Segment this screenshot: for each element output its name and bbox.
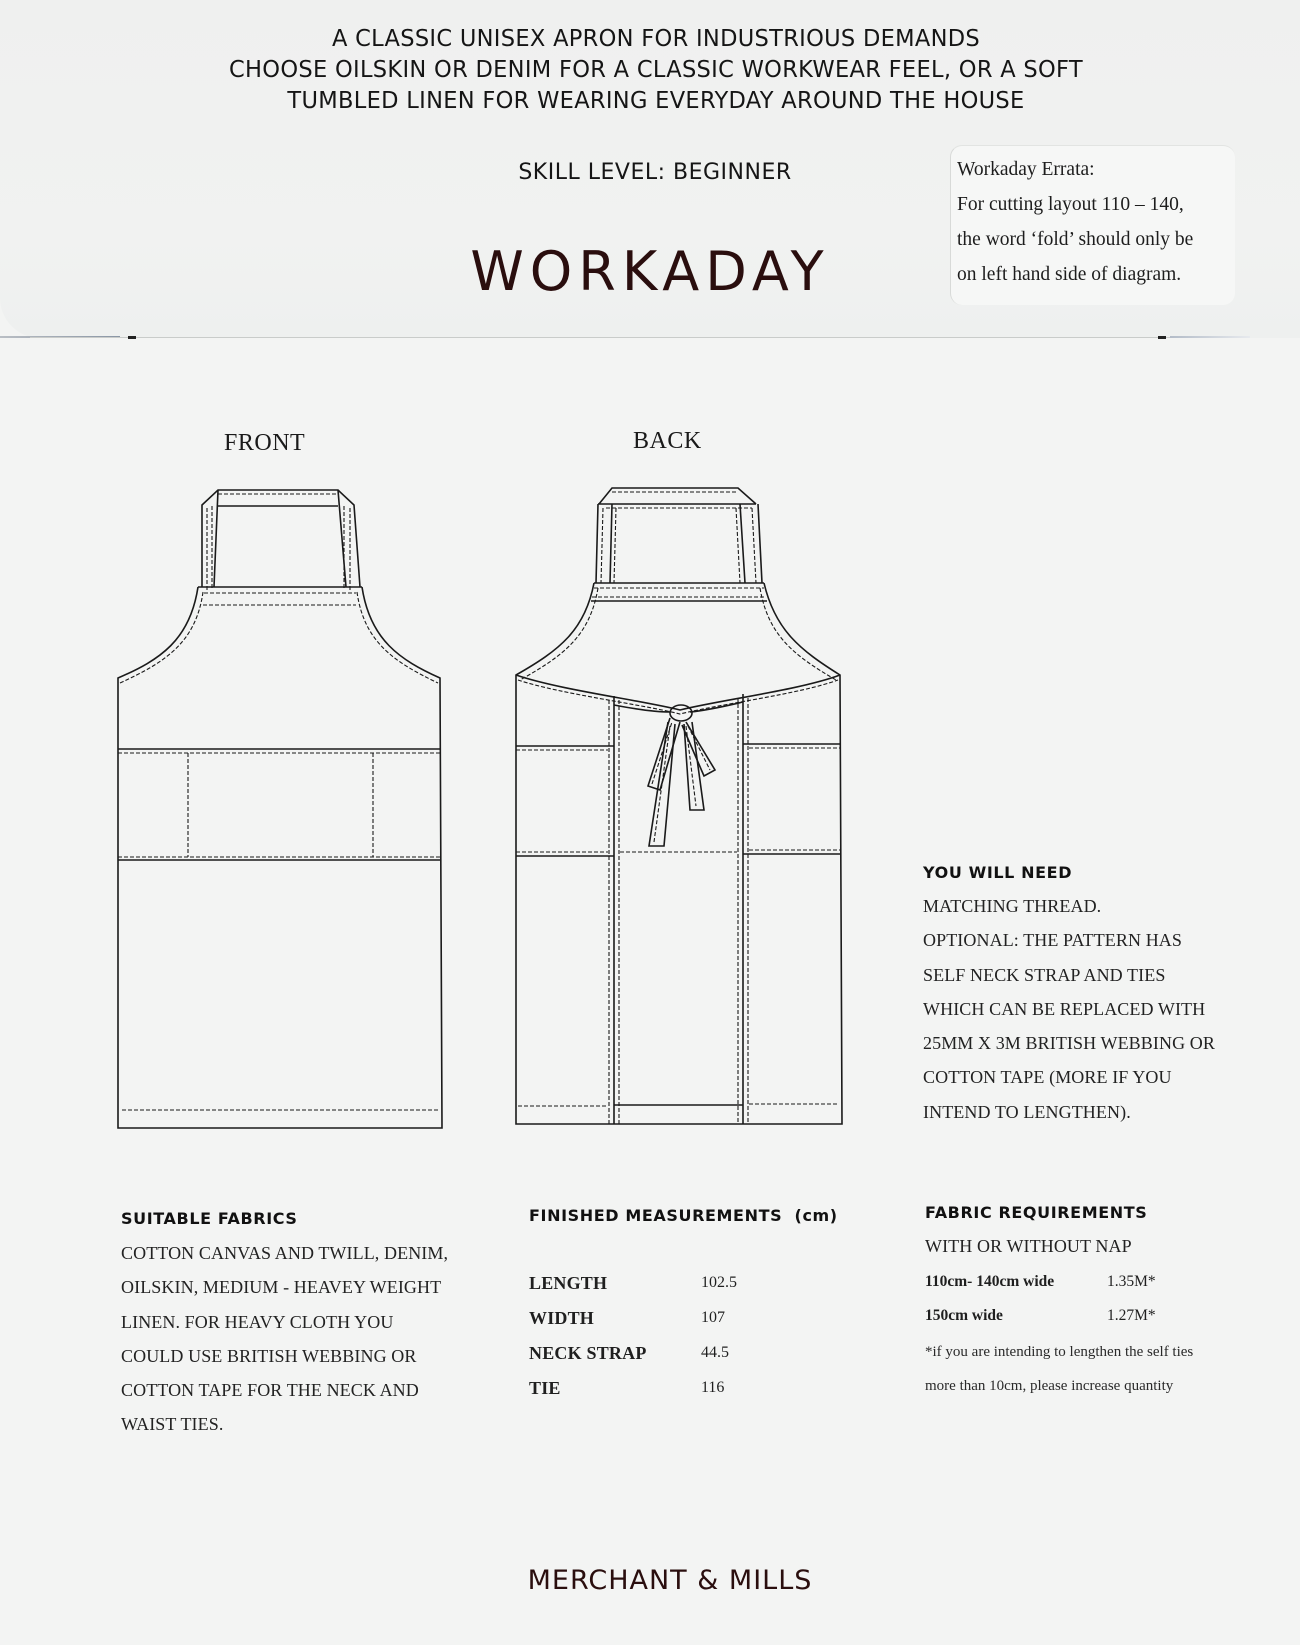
fabric-line: OILSKIN, MEDIUM - HEAVEY WEIGHT	[121, 1277, 442, 1298]
errata-line: the word ‘fold’ should only be	[957, 229, 1194, 250]
tagline-line: CHOOSE OILSKIN OR DENIM FOR A CLASSIC WORKWEAR FEEL, OR A SOFT	[229, 57, 1083, 83]
finished-measurements-heading: FINISHED MEASUREMENTS (cm)	[529, 1206, 838, 1225]
requirement-quantity: 1.35M*	[1107, 1273, 1156, 1290]
fabric-requirements-heading: FABRIC REQUIREMENTS	[925, 1203, 1148, 1222]
fabric-line: LINEN. FOR HEAVY CLOTH YOU	[121, 1311, 394, 1332]
fabric-line: COTTON CANVAS AND TWILL, DENIM,	[121, 1243, 449, 1263]
tagline-line: TUMBLED LINEN FOR WEARING EVERYDAY AROUND THE HOUSE	[287, 88, 1025, 114]
fabric-line: COTTON TAPE FOR THE NECK AND	[121, 1380, 419, 1401]
need-line: 25MM X 3M BRITISH WEBBING OR	[923, 1033, 1215, 1054]
measurement-value: 44.5	[701, 1344, 729, 1361]
you-will-need-heading: YOU WILL NEED	[923, 863, 1073, 882]
footnote-line: *if you are intending to lengthen the self ties	[925, 1344, 1194, 1360]
measurement-value: 116	[701, 1379, 725, 1396]
measurement-label: TIE	[529, 1378, 561, 1398]
pattern-title: WORKADAY	[470, 240, 830, 303]
requirement-width: 110cm- 140cm wide	[925, 1273, 1055, 1290]
fabric-footnote	[925, 1335, 1193, 1403]
suitable-fabrics-heading: SUITABLE FABRICS	[121, 1209, 298, 1228]
errata-line: on left hand side of diagram.	[957, 264, 1182, 285]
need-line: MATCHING THREAD.	[923, 896, 1102, 916]
skill-level: SKILL LEVEL: BEGINNER	[518, 160, 792, 185]
brand-name: MERCHANT & MILLS	[527, 1565, 813, 1596]
front-label: FRONT	[224, 430, 306, 456]
measurement-label: WIDTH	[529, 1308, 595, 1328]
need-line: COTTON TAPE (MORE IF YOU	[923, 1067, 1172, 1088]
back-label: BACK	[633, 428, 702, 454]
suitable-fabrics-text	[121, 1236, 448, 1442]
fabric-requirements-subheading: WITH OR WITHOUT NAP	[925, 1236, 1132, 1256]
measurement-value: 102.5	[701, 1274, 737, 1291]
fabric-line: WAIST TIES.	[121, 1414, 224, 1435]
footnote-line: more than 10cm, please increase quantity	[925, 1378, 1174, 1394]
need-line: INTEND TO LENGTHEN).	[923, 1101, 1131, 1122]
measurement-label: NECK STRAP	[529, 1343, 647, 1363]
you-will-need-list	[923, 889, 1215, 1129]
errata-line: For cutting layout 110 – 140,	[957, 194, 1184, 215]
measurement-label: LENGTH	[529, 1273, 608, 1293]
errata-heading: Workaday Errata:	[957, 159, 1095, 180]
measurement-value: 107	[701, 1309, 725, 1326]
fabric-line: COULD USE BRITISH WEBBING OR	[121, 1345, 417, 1366]
requirement-width: 150cm wide	[925, 1307, 1003, 1324]
requirement-quantity: 1.27M*	[1107, 1307, 1156, 1324]
tagline-line: A CLASSIC UNISEX APRON FOR INDUSTRIOUS DEMANDS	[331, 26, 981, 52]
need-line: OPTIONAL: THE PATTERN HAS	[923, 930, 1183, 951]
need-line: SELF NECK STRAP AND TIES	[923, 964, 1166, 985]
need-line: WHICH CAN BE REPLACED WITH	[923, 998, 1206, 1019]
